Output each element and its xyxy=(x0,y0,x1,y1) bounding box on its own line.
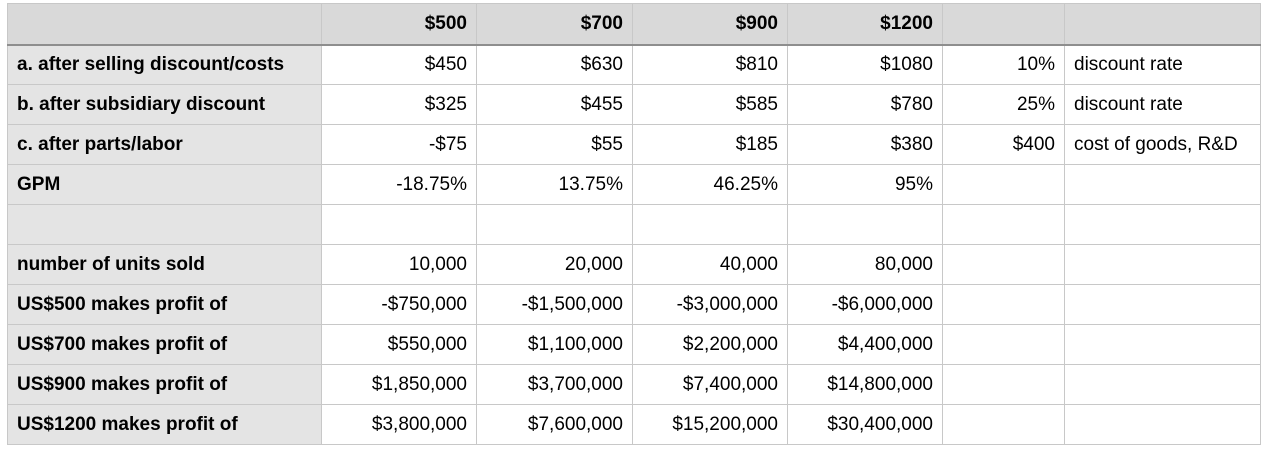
row-label-cell[interactable]: c. after parts/labor xyxy=(8,125,322,165)
table-row xyxy=(8,125,1261,165)
value-cell[interactable]: $1080 xyxy=(788,45,943,85)
note-cell[interactable] xyxy=(1065,285,1261,325)
row-label-cell[interactable]: GPM xyxy=(8,165,322,205)
rate-cell[interactable]: 10% xyxy=(943,45,1065,85)
value-cell[interactable]: -$1,500,000 xyxy=(477,285,633,325)
row-label-cell[interactable]: US$700 makes profit of xyxy=(8,325,322,365)
rate-cell[interactable] xyxy=(943,405,1065,445)
value-cell[interactable]: -$6,000,000 xyxy=(788,285,943,325)
header-price-cell[interactable]: $700 xyxy=(477,4,633,45)
value-cell[interactable]: $1,100,000 xyxy=(477,325,633,365)
rate-cell[interactable]: $400 xyxy=(943,125,1065,165)
value-cell[interactable]: -$75 xyxy=(322,125,477,165)
value-cell[interactable]: $380 xyxy=(788,125,943,165)
value-cell[interactable]: $780 xyxy=(788,85,943,125)
value-cell[interactable]: 95% xyxy=(788,165,943,205)
rate-cell[interactable] xyxy=(943,325,1065,365)
header-price-cell[interactable]: $500 xyxy=(322,4,477,45)
value-cell[interactable]: $7,600,000 xyxy=(477,405,633,445)
table-row xyxy=(8,405,1261,445)
rate-cell[interactable] xyxy=(943,365,1065,405)
value-cell[interactable]: $14,800,000 xyxy=(788,365,943,405)
note-cell[interactable] xyxy=(1065,365,1261,405)
header-price-cell[interactable]: $900 xyxy=(633,4,788,45)
value-cell[interactable] xyxy=(788,205,943,245)
note-cell[interactable] xyxy=(1065,405,1261,445)
row-label-cell[interactable]: b. after subsidiary discount xyxy=(8,85,322,125)
value-cell[interactable]: $630 xyxy=(477,45,633,85)
rate-cell[interactable] xyxy=(943,285,1065,325)
value-cell[interactable]: -$750,000 xyxy=(322,285,477,325)
value-cell[interactable]: 80,000 xyxy=(788,245,943,285)
table-row xyxy=(8,285,1261,325)
rate-cell[interactable] xyxy=(943,205,1065,245)
value-cell[interactable]: 10,000 xyxy=(322,245,477,285)
header-price-cell[interactable]: $1200 xyxy=(788,4,943,45)
row-label-cell[interactable] xyxy=(8,205,322,245)
value-cell[interactable]: -18.75% xyxy=(322,165,477,205)
row-label-cell[interactable]: US$900 makes profit of xyxy=(8,365,322,405)
note-cell[interactable] xyxy=(1065,205,1261,245)
note-cell[interactable] xyxy=(1065,165,1261,205)
row-label-cell[interactable]: US$500 makes profit of xyxy=(8,285,322,325)
table-row xyxy=(8,205,1261,245)
value-cell[interactable]: $585 xyxy=(633,85,788,125)
value-cell[interactable]: $455 xyxy=(477,85,633,125)
note-cell[interactable]: discount rate xyxy=(1065,45,1261,85)
table-row xyxy=(8,245,1261,285)
value-cell[interactable]: 46.25% xyxy=(633,165,788,205)
table-row xyxy=(8,85,1261,125)
value-cell[interactable]: $450 xyxy=(322,45,477,85)
rate-cell[interactable]: 25% xyxy=(943,85,1065,125)
row-label-cell[interactable]: US$1200 makes profit of xyxy=(8,405,322,445)
table-row xyxy=(8,45,1261,85)
value-cell[interactable]: 13.75% xyxy=(477,165,633,205)
header-rate-cell[interactable] xyxy=(943,4,1065,45)
note-cell[interactable]: cost of goods, R&D xyxy=(1065,125,1261,165)
note-cell[interactable]: discount rate xyxy=(1065,85,1261,125)
table-row xyxy=(8,365,1261,405)
value-cell[interactable]: 20,000 xyxy=(477,245,633,285)
value-cell[interactable]: $3,800,000 xyxy=(322,405,477,445)
row-label-cell[interactable]: number of units sold xyxy=(8,245,322,285)
value-cell[interactable]: $15,200,000 xyxy=(633,405,788,445)
value-cell[interactable]: $1,850,000 xyxy=(322,365,477,405)
spreadsheet-table xyxy=(7,3,1261,445)
header-corner-cell[interactable] xyxy=(8,4,322,45)
value-cell[interactable]: $185 xyxy=(633,125,788,165)
table-row xyxy=(8,165,1261,205)
value-cell[interactable]: $3,700,000 xyxy=(477,365,633,405)
table-row xyxy=(8,325,1261,365)
value-cell[interactable] xyxy=(477,205,633,245)
value-cell[interactable]: $7,400,000 xyxy=(633,365,788,405)
note-cell[interactable] xyxy=(1065,245,1261,285)
value-cell[interactable] xyxy=(322,205,477,245)
rate-cell[interactable] xyxy=(943,165,1065,205)
value-cell[interactable]: 40,000 xyxy=(633,245,788,285)
rate-cell[interactable] xyxy=(943,245,1065,285)
value-cell[interactable]: $55 xyxy=(477,125,633,165)
value-cell[interactable]: $550,000 xyxy=(322,325,477,365)
header-row xyxy=(8,4,1261,45)
value-cell[interactable]: $325 xyxy=(322,85,477,125)
note-cell[interactable] xyxy=(1065,325,1261,365)
header-note-cell[interactable] xyxy=(1065,4,1261,45)
value-cell[interactable]: $810 xyxy=(633,45,788,85)
value-cell[interactable]: -$3,000,000 xyxy=(633,285,788,325)
row-label-cell[interactable]: a. after selling discount/costs xyxy=(8,45,322,85)
value-cell[interactable]: $2,200,000 xyxy=(633,325,788,365)
value-cell[interactable] xyxy=(633,205,788,245)
value-cell[interactable]: $30,400,000 xyxy=(788,405,943,445)
value-cell[interactable]: $4,400,000 xyxy=(788,325,943,365)
